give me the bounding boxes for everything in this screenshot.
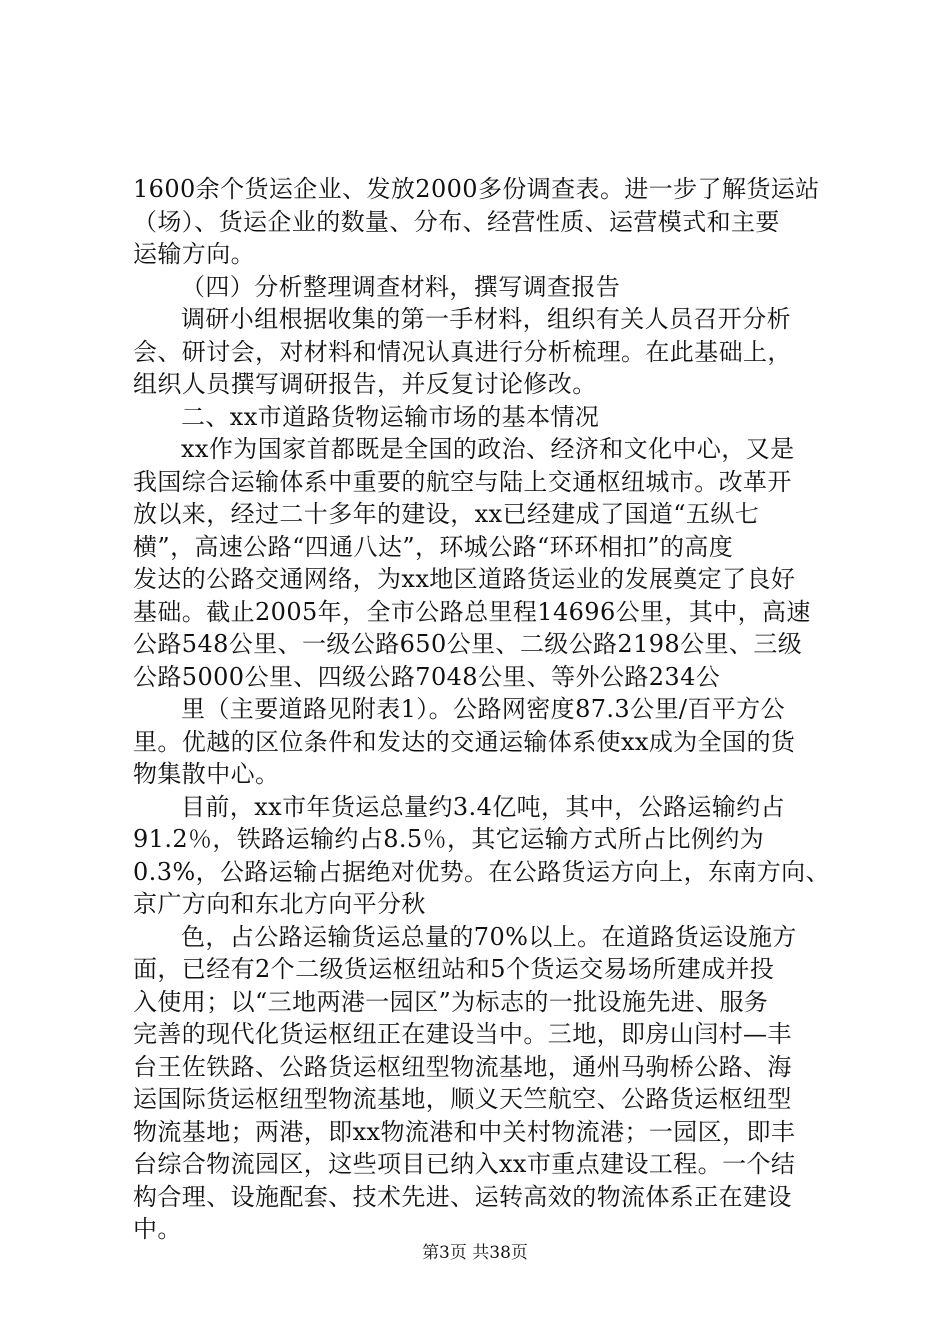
document-body	[133, 173, 833, 1246]
text-line: 京广方向和东北方向平分秋	[133, 890, 426, 918]
text-line: 里。优越的区位条件和发达的交通运输体系使xx成为全国的货	[133, 727, 796, 756]
text-line: 0.3%，公路运输占据绝对优势。在公路货运方向上，东南方向、	[133, 857, 830, 886]
text-line: 放以来，经过二十多年的建设，xx已经建成了国道“五纵七	[133, 500, 760, 528]
text-line: 横”，高速公路“四通八达”，环城公路“环环相扣”的高度	[133, 532, 734, 561]
text-line: 完善的现代化货运枢纽正在建设当中。三地，即房山闫村—丰	[133, 1020, 792, 1048]
text-line: 基础。截止2005年，全市公路总里程14696公里，其中，高速	[133, 597, 811, 626]
text-line: 调研小组根据收集的第一手材料，组织有关人员召开分析	[181, 305, 791, 333]
text-line: 91.2％，铁路运输约占8.5％，其它运输方式所占比例约为	[133, 825, 765, 853]
paragraph-freight-volume	[133, 791, 833, 921]
paragraph-freight-facilities	[133, 921, 833, 1246]
text-line: 里（主要道路见附表1）。公路网密度87.3公里/百平方公	[181, 695, 785, 723]
text-line: 台综合物流园区，这些项目已纳入xx市重点建设工程。一个结	[133, 1150, 796, 1178]
text-line: 构合理、设施配套、技术先进、运转高效的物流体系正在建设	[133, 1182, 792, 1211]
page-number-label: 第3页 共38页	[422, 1243, 528, 1263]
paragraph-network-density	[133, 693, 833, 791]
text-line: 入使用；以“三地两港一园区”为标志的一批设施先进、服务	[133, 987, 769, 1016]
text-line: 二、xx市道路货物运输市场的基本情况	[181, 402, 600, 431]
text-line: 物流基地；两港，即xx物流港和中关村物流港；一园区，即丰	[133, 1117, 796, 1146]
text-line: 物集散中心。	[133, 760, 280, 788]
text-line: xx作为国家首都既是全国的政治、经济和文化中心，又是	[181, 435, 795, 463]
text-line: 中。	[133, 1215, 182, 1243]
paragraph-survey-continuation	[133, 173, 833, 271]
text-line: （场）、货运企业的数量、分布、经营性质、运营模式和主要	[133, 207, 780, 236]
text-line: 面，已经有2个二级货运枢纽站和5个货运交易场所建成并投	[133, 955, 775, 983]
text-line: 台王佐铁路、公路货运枢纽型物流基地，通州马驹桥公路、海	[133, 1052, 792, 1081]
text-line: 运国际货运枢纽型物流基地，顺义天竺航空、公路货运枢纽型	[133, 1085, 792, 1113]
text-line: 我国综合运输体系中重要的航空与陆上交通枢纽城市。改革开	[133, 467, 792, 496]
text-line: 1600余个货运企业、发放2000多份调查表。进一步了解货运站	[133, 175, 820, 203]
section-heading-market-overview	[133, 401, 833, 434]
text-line: 运输方向。	[133, 240, 255, 268]
text-line: （四）分析整理调查材料，撰写调查报告	[181, 272, 621, 301]
text-line: 会、研讨会，对材料和情况认真进行分析梳理。在此基础上，	[133, 337, 792, 366]
text-line: 公路548公里、一级公路650公里、二级公路2198公里、三级	[133, 630, 803, 658]
paragraph-road-network	[133, 433, 833, 693]
text-line: 组织人员撰写调研报告，并反复讨论修改。	[133, 370, 597, 398]
text-line: 发达的公路交通网络，为xx地区道路货运业的发展奠定了良好	[133, 565, 796, 593]
text-line: 目前，xx市年货运总量约3.4亿吨，其中，公路运输约占	[181, 792, 786, 821]
text-line: 色，占公路运输货运总量的70%以上。在道路货运设施方	[181, 922, 797, 951]
paragraph-analysis	[133, 303, 833, 401]
page-footer	[0, 1238, 950, 1263]
text-line: 公路5000公里、四级公路7048公里、等外公路234公	[133, 662, 721, 691]
section-heading-analysis	[133, 271, 833, 304]
